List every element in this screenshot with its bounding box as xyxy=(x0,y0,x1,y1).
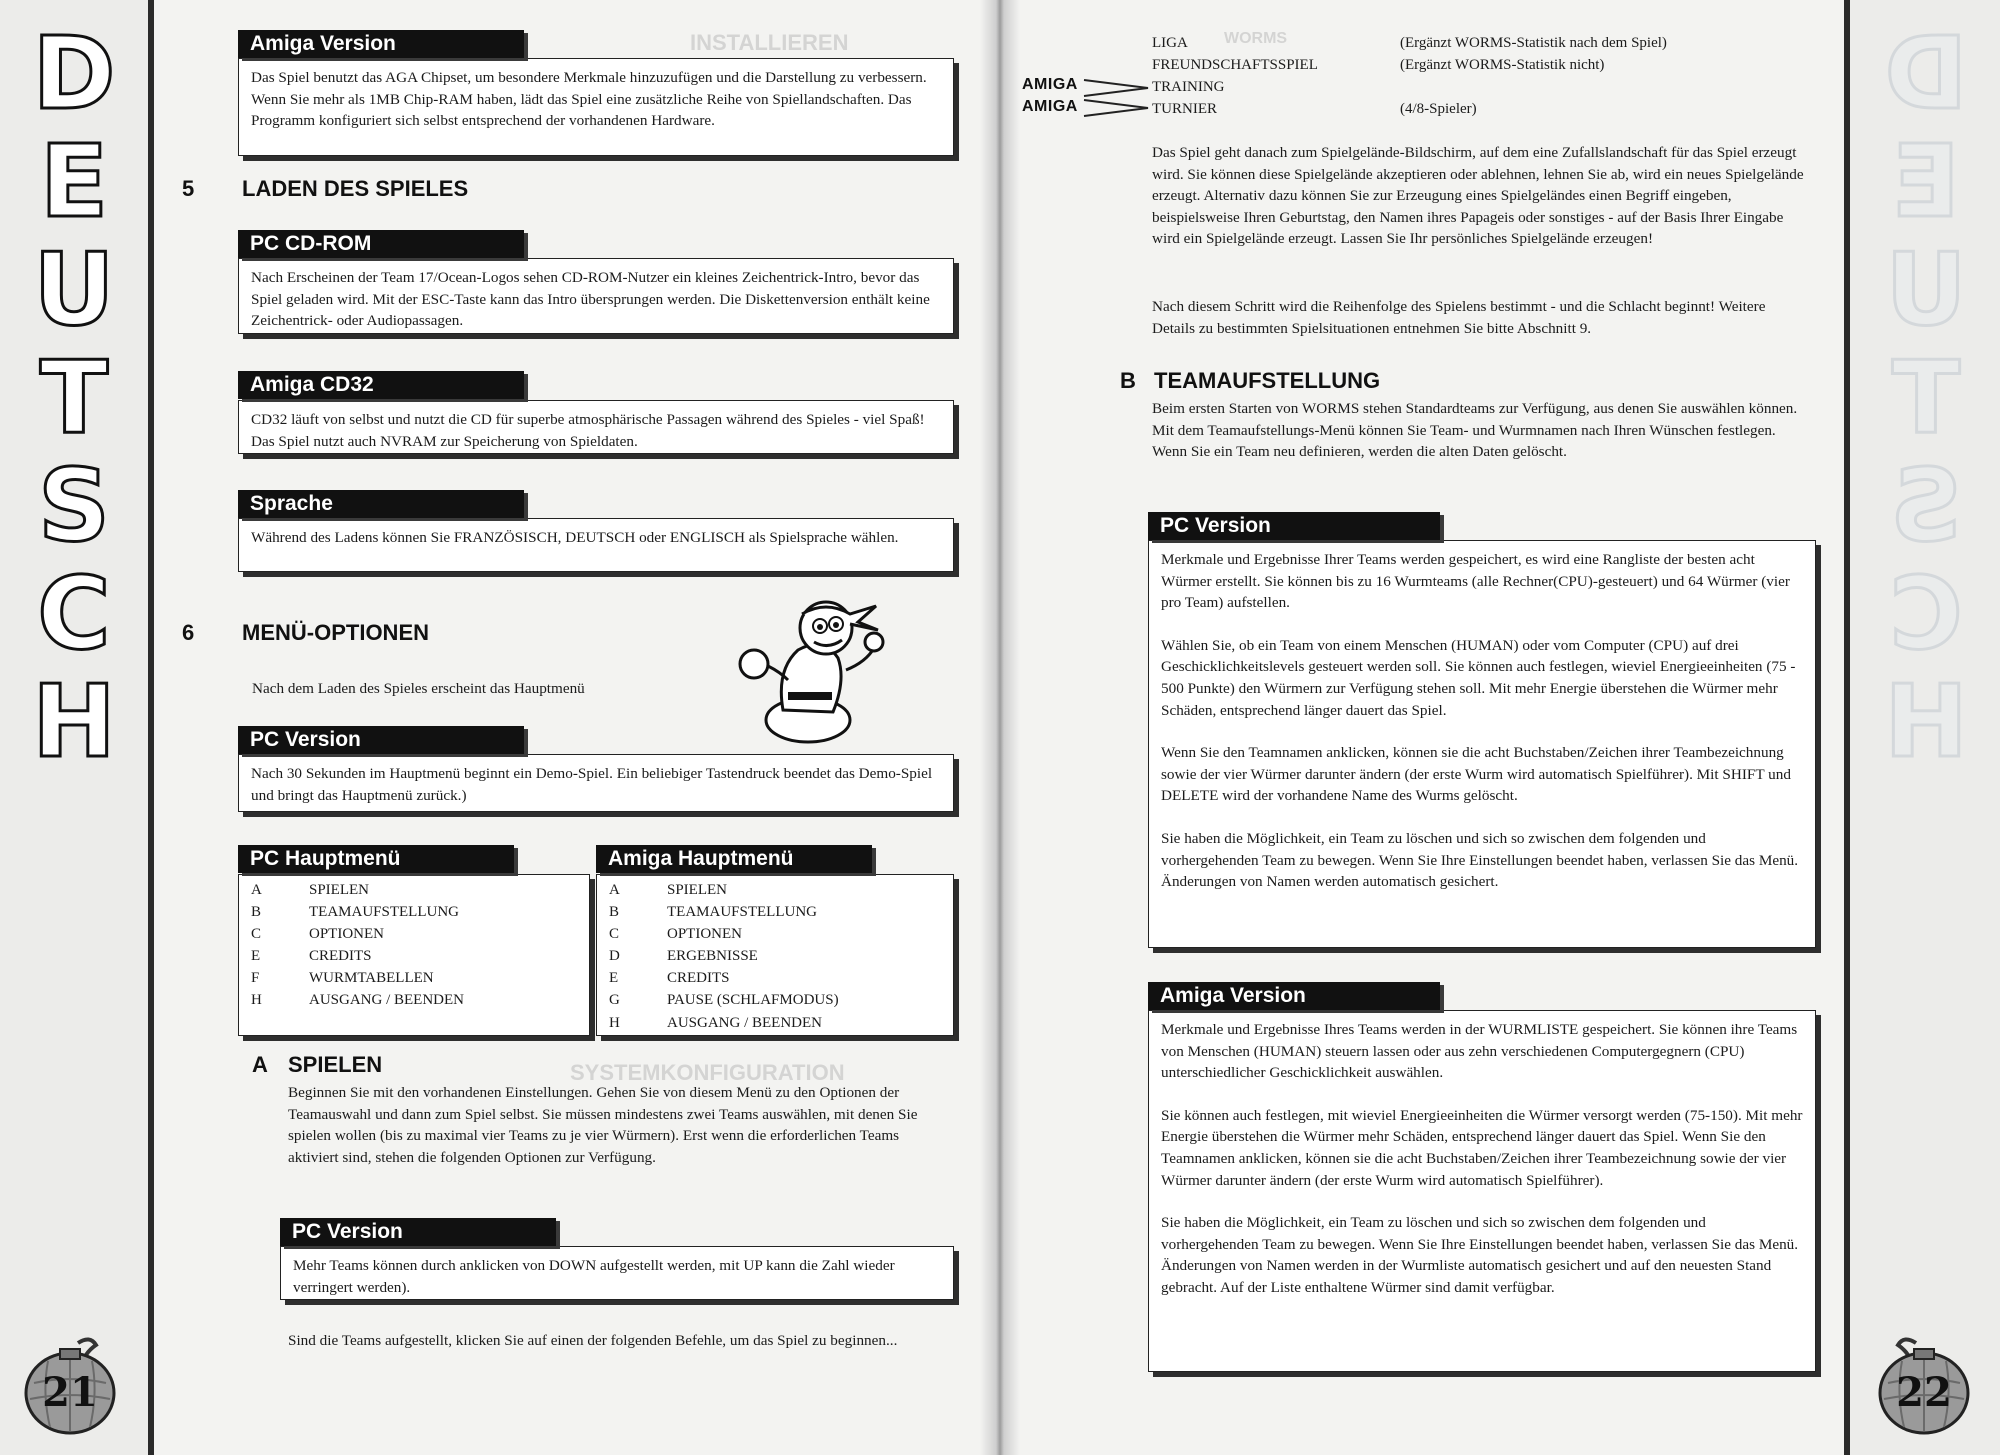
right-margin-strip xyxy=(1844,0,2000,1455)
menu-key: B xyxy=(251,904,262,921)
menu-label: OPTIONEN xyxy=(667,926,742,943)
pc-team-paragraph: Merkmale und Ergebnisse Ihrer Teams werden gespeichert, es wird eine Rangliste der besten acht Würmer erstellt. Sie können bis zu 16 Wurmteams (alle Rechner(CPU)-gesteuert) und 64 Würmer (vier pro Team) aufstellen. xyxy=(1161,551,1790,612)
amiga-version-text: Das Spiel benutzt das AGA Chipset, um besondere Merkmale hinzuzufügen und die Darstellung zu verbessern. Wenn Sie mehr als 1MB Chip-RAM haben, lädt das Spiel eine zusätzliche Reihe von Spiellandschaften. Das Programm konfiguriert sich selbst entsprechend der vorhandenen Hardware. xyxy=(251,69,927,130)
menu-key: H xyxy=(609,1014,620,1031)
amiga-version-team-box xyxy=(1148,1010,1816,1372)
menu-label: AUSGANG / BEENDEN xyxy=(309,992,464,1009)
menu-key: A xyxy=(609,882,620,898)
menu-key: C xyxy=(251,926,262,943)
menu-row xyxy=(251,967,577,989)
deutsch-vertical-title xyxy=(0,15,148,780)
amiga-cd32-box xyxy=(238,400,954,454)
menu-key: G xyxy=(609,992,620,1009)
menu-row xyxy=(609,967,941,989)
menu-intro-text: Nach dem Laden des Spieles erscheint das Hauptmenü xyxy=(252,680,585,697)
menu-row xyxy=(251,879,577,901)
menu-label: WURMTABELLEN xyxy=(309,970,434,987)
title-letter: U xyxy=(33,231,115,348)
game-mode-name: FREUNDSCHAFTSSPIEL xyxy=(1152,57,1318,73)
spielen-text: Beginnen Sie mit den vorhandenen Einstellungen. Gehen Sie von diesem Menü zu den Optionen der Teamauswahl und dann zum Spiel selbst. Sie müssen mindestens zwei Teams auswählen, mit denen Sie spielen wollen (bis zu maximal vier Teams zu je vier Würmern). Erst wenn die erforderlichen Teams aktiviert sind, stehen die folgenden Optionen zur Verfügung. xyxy=(288,1084,918,1166)
game-mode-list xyxy=(1152,32,1667,120)
menu-row xyxy=(609,989,941,1011)
section-title: LADEN DES SPIELES xyxy=(242,176,469,201)
subsection-heading-b xyxy=(1120,368,1380,394)
title-letter: U xyxy=(1885,231,1967,348)
pc-version-teams-box xyxy=(280,1246,954,1300)
game-mode-name: TRAINING xyxy=(1152,79,1225,95)
amiga-cd32-text: CD32 läuft von selbst und nutzt die CD für superbe atmosphärische Passagen während des Spieles - viel Spaß! Das Spiel nutzt auch NVRAM zur Speicherung von Spieldaten. xyxy=(251,411,925,450)
menu-label: OPTIONEN xyxy=(309,926,384,943)
pc-version-demo-text: Nach 30 Sekunden im Hauptmenü beginnt ein Demo-Spiel. Ein beliebiger Tastendruck beendet das Demo-Spiel und bringt das Hauptmenü zurück.) xyxy=(251,765,933,804)
section-heading-5 xyxy=(182,176,468,202)
subsection-title: SPIELEN xyxy=(288,1052,383,1077)
game-mode-note: (4/8-Spieler) xyxy=(1400,101,1477,117)
pc-version-demo-tab: PC Version xyxy=(238,726,524,754)
arrow-pointer-icon xyxy=(1082,74,1152,120)
pc-cdrom-text: Nach Erscheinen der Team 17/Ocean-Logos sehen CD-ROM-Nutzer ein kleines Zeichentrick-Intro, bevor das Spiel geladen wird. Mit der ESC-Taste kann das Intro übersprungen werden. Die Diskettenversion enthält keine Zeichentrick- oder Audiopassagen. xyxy=(251,269,930,330)
menu-row xyxy=(609,923,941,945)
pc-cdrom-tab: PC CD-ROM xyxy=(238,230,524,258)
subsection-title: TEAMAUFSTELLUNG xyxy=(1154,368,1381,393)
title-letter: C xyxy=(1889,555,1963,672)
pc-version-team-box xyxy=(1148,540,1816,948)
page-number-badge-right xyxy=(1874,1335,1974,1435)
amiga-cd32-tab: Amiga CD32 xyxy=(238,371,524,399)
amiga-version-box xyxy=(238,58,954,156)
menu-label: CREDITS xyxy=(309,948,372,965)
game-mode-name: LIGA xyxy=(1152,35,1188,51)
pc-hauptmenu-tab: PC Hauptmenü xyxy=(238,845,514,873)
title-letter: S xyxy=(1889,447,1963,564)
pc-team-paragraph: Wenn Sie den Teamnamen anklicken, können sie die acht Buchstaben/Zeichen ihrer Teambezeichnung sowie der vier Würmer darunter ändern (der erste Wurm wird automatisch Spielführer). Mit SHIFT und DELETE wird der vorhandene Name des Wurms gelöscht. xyxy=(1161,744,1791,805)
menu-key: E xyxy=(609,970,619,987)
menu-row xyxy=(609,945,941,967)
menu-label: TEAMAUFSTELLUNG xyxy=(667,904,817,921)
book-gutter xyxy=(980,0,1020,1455)
amiga-version-team-tab: Amiga Version xyxy=(1148,982,1440,1010)
teamaufstellung-text: Beim ersten Starten von WORMS stehen Standardteams zur Verfügung, aus denen Sie auswählen können. Mit dem Teamaufstellungs-Menü können Sie Team- und Wurmnamen nach Ihren Wünschen festlegen. Wenn Sie ein Team neu definieren, werden die alten Daten gelöscht. xyxy=(1152,400,1798,461)
amiga-team-paragraph: Sie können auch festlegen, mit wieviel Energieeinheiten die Würmer versorgt werden (75-150). Mit mehr Energie überstehen die Würmer mehr Schäden, entsprechend länger dauert das Spiel. Wenn Sie den Teamnamen anklicken, können sie die acht Buchstaben/Zeichen ihrer Teambezeichnung sowie der vier Würmer darunter ändern (der erste Wurm wird automatisch Spielführer). xyxy=(1161,1106,1803,1189)
menu-row xyxy=(609,901,941,923)
menu-row xyxy=(609,879,941,901)
menu-row xyxy=(251,923,577,945)
menu-key: B xyxy=(609,904,620,921)
menu-label: CREDITS xyxy=(667,970,730,987)
section-number: 6 xyxy=(182,620,195,645)
menu-label: SPIELEN xyxy=(667,882,727,898)
title-letter: H xyxy=(1884,663,1968,780)
page-number-badge-left xyxy=(20,1335,120,1435)
amiga-label: AMIGA xyxy=(1022,98,1078,115)
subsection-letter: A xyxy=(252,1052,268,1077)
pc-version-teams-text: Mehr Teams können durch anklicken von DOWN aufgestellt werden, mit UP kann die Zahl wieder verringert werden). xyxy=(293,1257,895,1296)
amiga-team-paragraph: Merkmale und Ergebnisse Ihres Teams werden in der WURMLISTE gespeichert. Sie können ihre Teams von Menschen (HUMAN) steuern lassen oder aus zehn verschiedenen Computergegnern (CPU) unterschiedlicher Geschicklichkeit auswählen. xyxy=(1161,1021,1798,1082)
menu-key: C xyxy=(609,926,620,943)
pc-team-paragraph: Wählen Sie, ob ein Team von einem Menschen (HUMAN) oder vom Computer (CPU) auf drei Geschicklichkeitslevels gesteuert werden soll. Sie können auch festlegen, wieviel Energieeinheiten (75 - 500 Punkte) den Würmern zur Verfügung stehen soll. Mit mehr Energie überstehen die Würmer mehr Schäden, entsprechend länger dauert das Spiel. xyxy=(1161,636,1796,719)
game-mode-name: TURNIER xyxy=(1152,101,1217,117)
amiga-label: AMIGA xyxy=(1022,76,1078,93)
menu-row xyxy=(609,1012,941,1034)
subsection-letter: B xyxy=(1120,368,1136,393)
menu-row xyxy=(251,945,577,967)
pc-cdrom-box xyxy=(238,258,954,334)
title-letter: T xyxy=(1891,339,1961,456)
game-mode-note: (Ergänzt WORMS-Statistik nicht) xyxy=(1400,57,1605,73)
game-mode-row xyxy=(1152,54,1667,76)
bleed-through-text: WORMS xyxy=(1224,30,1288,47)
game-mode-row xyxy=(1152,32,1667,54)
amiga-hauptmenu-tab: Amiga Hauptmenü xyxy=(596,845,872,873)
pc-version-teams-tab: PC Version xyxy=(280,1218,556,1246)
menu-key: E xyxy=(251,948,261,965)
pc-version-demo-box xyxy=(238,754,954,812)
bleed-through-text: SYSTEMKONFIGURATION xyxy=(570,1060,845,1085)
amiga-team-paragraph: Sie haben die Möglichkeit, ein Team zu löschen und sich so zwischen dem folgenden und vorhergehenden Team zu bewegen. Wenn Sie Ihre Einstellungen beendet haben, verlassen Sie das Menü. Änderungen von Namen werden in der Wurmliste automatisch gesichert und auf den neuesten Stand gebracht. Auf der Liste enthaltene Würmer sind damit verfügbar. xyxy=(1161,1214,1799,1296)
sprache-box xyxy=(238,518,954,572)
reihenfolge-text: Nach diesem Schritt wird die Reihenfolge des Spielens bestimmt - und die Schlacht beginnt! Weitere Details zu bestimmten Spielsituationen entnehmen Sie bitte Abschnitt 9. xyxy=(1152,298,1766,337)
amiga-version-team-content xyxy=(1149,1011,1815,1307)
title-letter: H xyxy=(32,663,116,780)
menu-key: F xyxy=(251,970,260,987)
page-number: 21 xyxy=(42,1369,98,1416)
amiga-hauptmenu-list xyxy=(597,875,953,1038)
amiga-hauptmenu-box xyxy=(596,874,954,1036)
sprache-text: Während des Ladens können Sie FRANZÖSISCH, DEUTSCH oder ENGLISCH als Spielsprache wählen. xyxy=(251,529,899,546)
menu-label: PAUSE (SCHLAFMODUS) xyxy=(667,992,839,1009)
title-letter: E xyxy=(1891,123,1961,240)
section-title: MENÜ-OPTIONEN xyxy=(242,620,429,645)
title-letter: D xyxy=(1884,15,1968,132)
menu-label: ERGEBNISSE xyxy=(667,948,758,965)
left-margin-strip xyxy=(0,0,154,1455)
menu-key: H xyxy=(251,992,262,1009)
section-number: 5 xyxy=(182,176,195,201)
menu-row xyxy=(251,989,577,1011)
menu-key: D xyxy=(609,948,620,965)
title-letter: D xyxy=(32,15,116,132)
title-letter: E xyxy=(39,123,109,240)
menu-row xyxy=(251,901,577,923)
pc-version-team-tab: PC Version xyxy=(1148,512,1440,540)
closing-text: Sind die Teams aufgestellt, klicken Sie auf einen der folgenden Befehle, um das Spiel zu beginnen... xyxy=(288,1332,898,1349)
subsection-heading-a xyxy=(252,1052,382,1078)
game-mode-row xyxy=(1152,98,1667,120)
pc-hauptmenu-list xyxy=(239,875,589,1016)
amiga-version-tab: Amiga Version xyxy=(238,30,524,58)
pc-hauptmenu-box xyxy=(238,874,590,1036)
deutsch-vertical-title-mirrored xyxy=(1852,15,2000,780)
menu-label: TEAMAUFSTELLUNG xyxy=(309,904,459,921)
worm-mascot-icon xyxy=(728,600,898,750)
game-mode-note: (Ergänzt WORMS-Statistik nach dem Spiel) xyxy=(1400,35,1667,51)
menu-label: AUSGANG / BEENDEN xyxy=(667,1014,822,1031)
pc-team-paragraph: Sie haben die Möglichkeit, ein Team zu löschen und sich so zwischen dem folgenden und vorhergehenden Team zu bewegen. Wenn Sie Ihre Einstellungen beendet haben, verlassen Sie das Menü. Änderungen von Namen werden automatisch gesichert. xyxy=(1161,829,1799,891)
spielgelaende-text: Das Spiel geht danach zum Spielgelände-Bildschirm, auf dem eine Zufallslandschaft für das Spiel erzeugt wird. Sie können diese Spielgelände akzeptieren oder ablehnen, lehnen Sie ab, wird ein neues Spielgelände erzeugt. Alternativ dazu können Sie zur Erzeugung eines Spielgeländes einen Begriff eingeben, beispielsweise Ihren Geburtstag, den Namen ihres Papageis oder sonstiges - auf der Basis Ihrer Eingabe wird ein Spielgelände erzeugt. Lassen Sie Ihr persönliches Spielgelände erzeugen! xyxy=(1152,144,1804,248)
title-letter: T xyxy=(39,339,109,456)
menu-label: SPIELEN xyxy=(309,882,369,898)
section-heading-6 xyxy=(182,620,429,646)
left-page xyxy=(0,0,996,1455)
title-letter: C xyxy=(37,555,111,672)
pc-version-team-content xyxy=(1149,541,1815,901)
menu-key: A xyxy=(251,882,262,898)
bleed-through-text: INSTALLIEREN xyxy=(690,30,849,55)
sprache-tab: Sprache xyxy=(238,490,524,518)
game-mode-row xyxy=(1152,76,1667,98)
page-number: 22 xyxy=(1896,1369,1952,1416)
title-letter: S xyxy=(37,447,111,564)
